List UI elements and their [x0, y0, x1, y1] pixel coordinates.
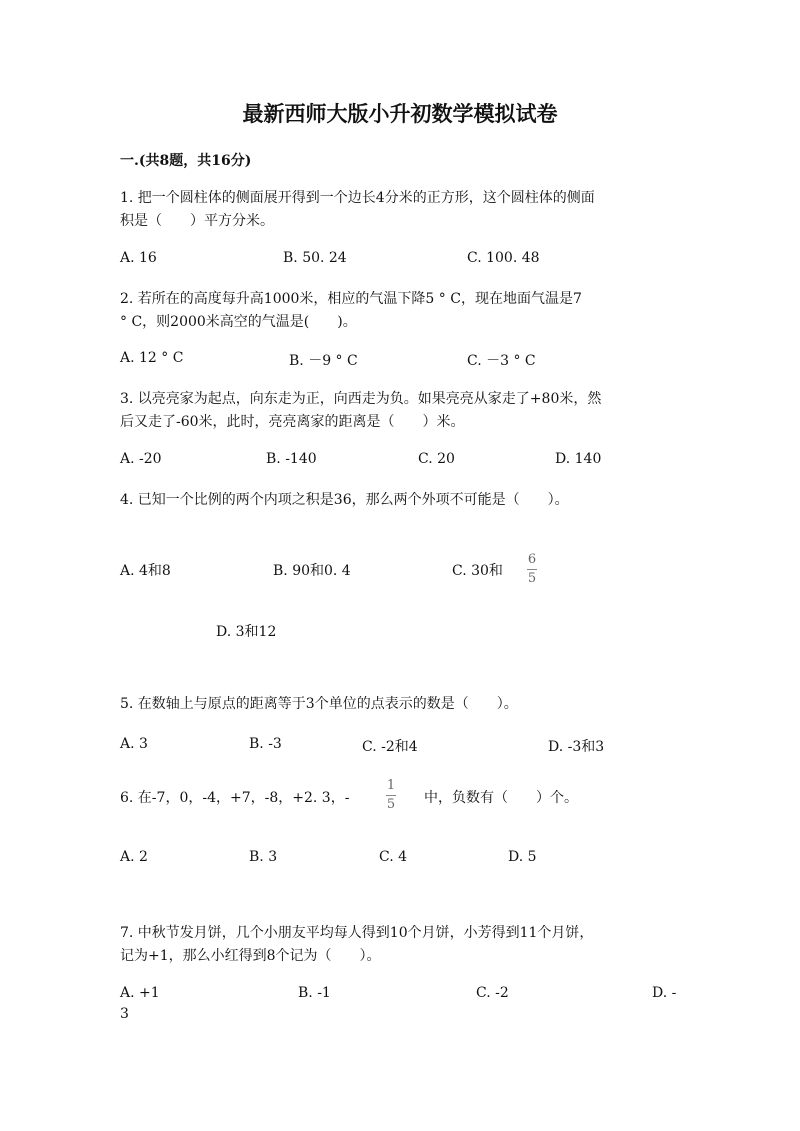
- question-1-option-c: C. 100. 48: [467, 250, 540, 266]
- fraction-numerator: 6: [527, 552, 537, 567]
- fraction-numerator: 1: [386, 778, 396, 793]
- question-4-option-a: A. 4和8: [120, 563, 171, 579]
- question-2-option-b: B. －9 ° C: [289, 353, 358, 369]
- fraction-bar: [527, 569, 537, 570]
- question-5-option-d: D. -3和3: [548, 739, 605, 755]
- question-6-option-d: D. 5: [508, 849, 537, 865]
- question-4-option-c: C. 30和: [452, 563, 503, 579]
- question-3-line-2: 后又走了-60米，此时，亮亮离家的距离是（ ）米。: [120, 414, 465, 430]
- question-4-option-b: B. 90和0. 4: [273, 563, 351, 579]
- question-5-option-c: C. -2和4: [362, 739, 418, 755]
- question-4-option-d: D. 3和12: [216, 624, 277, 640]
- question-2-line-2: ° C，则2000米高空的气温是( )。: [120, 314, 357, 330]
- page-title: 最新西师大版小升初数学模拟试卷: [242, 101, 558, 126]
- question-4-line-1: 4. 已知一个比例的两个内项之积是36，那么两个外项不可能是（ ）。: [120, 492, 569, 508]
- fraction-bar: [386, 795, 396, 796]
- question-4-fraction: [527, 553, 537, 586]
- question-1-line-1: 1. 把一个圆柱体的侧面展开得到一个边长4分米的正方形，这个圆柱体的侧面: [120, 190, 595, 206]
- question-1-option-b: B. 50. 24: [283, 250, 347, 266]
- question-7-line-1: 7. 中秋节发月饼，几个小朋友平均每人得到10个月饼，小芳得到11个月饼，: [120, 925, 594, 941]
- question-5-option-a: A. 3: [120, 736, 148, 752]
- question-3-option-d: D. 140: [555, 451, 602, 467]
- question-5-option-b: B. -3: [249, 736, 282, 752]
- question-7-option-b: B. -1: [298, 985, 331, 1001]
- question-2-option-c: C. －3 ° C: [467, 353, 536, 369]
- question-3-option-b: B. -140: [266, 451, 317, 467]
- fraction-denominator: 5: [386, 797, 396, 812]
- question-6-option-b: B. 3: [249, 849, 278, 865]
- question-7-option-d-wrap: 3: [120, 1006, 129, 1022]
- question-6-fraction: [386, 779, 396, 812]
- question-1-option-a: A. 16: [120, 250, 157, 266]
- question-3-line-1: 3. 以亮亮家为起点，向东走为正，向西走为负。如果亮亮从家走了+80米，然: [120, 391, 602, 407]
- question-5-line-1: 5. 在数轴上与原点的距离等于3个单位的点表示的数是（ ）。: [120, 696, 518, 712]
- question-3-option-a: A. -20: [120, 451, 162, 467]
- question-6-option-a: A. 2: [120, 849, 148, 865]
- question-7-option-c: C. -2: [476, 985, 509, 1001]
- question-7-option-a: A. +1: [120, 985, 160, 1001]
- question-7-line-2: 记为+1，那么小红得到8个记为（ ）。: [120, 948, 381, 964]
- question-3-option-c: C. 20: [418, 451, 455, 467]
- question-2-option-a: A. 12 ° C: [120, 350, 184, 366]
- section-heading: 一.(共8题，共16分): [120, 153, 252, 169]
- question-2-line-1: 2. 若所在的高度每升高1000米，相应的气温下降5 ° C，现在地面气温是7: [120, 291, 582, 307]
- question-6-line-1-continued: 中，负数有（ ）个。: [424, 790, 578, 806]
- question-6-option-c: C. 4: [379, 849, 408, 865]
- question-6-line-1: 6. 在-7，0，-4，+7，-8，+2. 3，-: [120, 790, 350, 806]
- question-7-option-d: D. -: [652, 985, 677, 1001]
- question-1-line-2: 积是（ ）平方分米。: [120, 213, 274, 229]
- fraction-denominator: 5: [527, 571, 537, 586]
